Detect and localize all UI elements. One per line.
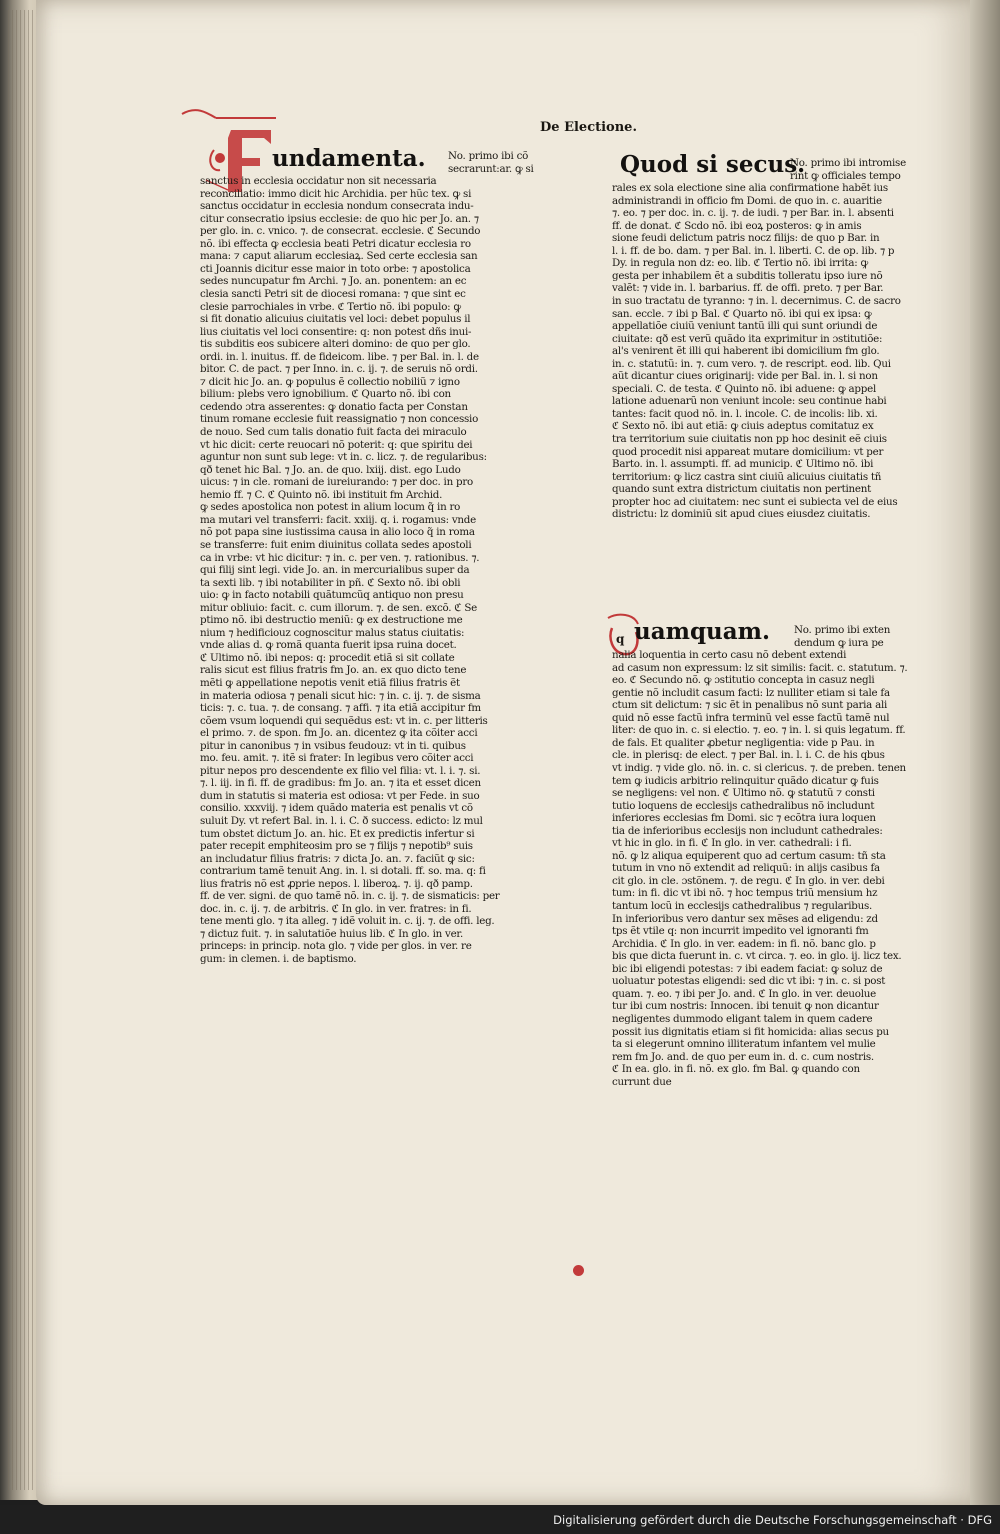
text-line: vt indig. ⁊ vide glo. nõ. in. c. si clericus. ⁊. de preben. tenen bbox=[612, 762, 906, 775]
text-line: quando sunt extra districtum ciuitatis non pertinent bbox=[612, 483, 872, 496]
text-line: In inferioribus vero dantur sex mẽses ad eligendu: zd bbox=[612, 912, 878, 925]
text-line: mitur obliuio: facit. c. cum illorum. ⁊. de sen. excõ. ℭ Se bbox=[200, 601, 477, 614]
text-line: al's venirent ẽt illi qui haberent ibi domicilium fm glo. bbox=[612, 345, 880, 358]
text-line: el primo. ⁊. de spon. fm Jo. an. dicentez ꝙ ita cõiter acci bbox=[200, 727, 478, 740]
text-line: ℭ Ultimo nõ. ibi nepos: q: procedit etiã si sit collate bbox=[200, 651, 455, 664]
text-line: de nouo. Sed cum talis donatio fuit facta dei miraculo bbox=[200, 426, 467, 439]
text-line: de fals. Et qualiter ꝓbetur negligentia: vide p Pau. in bbox=[612, 736, 875, 749]
text-line: mana: ⁊ caput aliarum ecclesiaꝝ. Sed certe ecclesia san bbox=[200, 250, 478, 263]
left-heading: undamenta. bbox=[272, 145, 426, 172]
text-line: Barto. in. l. assumpti. ff. ad municip. ℭ Ultimo nõ. ibi bbox=[612, 458, 874, 471]
text-line: nõ pot papa sine iustissima causa in alio loco q̃ in roma bbox=[200, 526, 475, 539]
text-line: ciuitate: qð est verũ quãdo ita exprimitur in ɔstitutiõe: bbox=[612, 332, 883, 345]
text-line: possit ius dignitatis etiam si fit homicida: alias secus pu bbox=[612, 1025, 889, 1038]
text-line: ff. de ver. signi. de quo tamẽ nõ. in. c. ij. ⁊. de sismaticis: per bbox=[200, 890, 500, 903]
text-line: tantum locũ in ecclesijs cathedralibus ⁊ regularibus. bbox=[612, 900, 873, 913]
text-line: gentie nõ includit casum facti: lz nulliter etiam si tale fa bbox=[612, 686, 890, 699]
text-line: dendum ꝙ iura pe bbox=[794, 636, 884, 649]
text-line: ticis: ⁊. c. tua. ⁊. de consang. ⁊ affi. ⁊ ita etiã accipitur fm bbox=[200, 702, 481, 715]
text-line: quid nõ esse factũ infra terminũ vel esse factũ tamẽ nul bbox=[612, 711, 890, 724]
text-line: an includatur filius fratris: ⁊ dicta Jo. an. ⁊. faciũt ꝙ sic: bbox=[200, 852, 475, 865]
text-line: No. primo ibi exten bbox=[794, 624, 891, 636]
text-line: ma mutari vel transferri: facit. xxiij. q. i. rogamus: vnde bbox=[200, 513, 476, 526]
text-line: tum: in fi. dic vt ibi nõ. ⁊ hoc tempus triũ mensium hz bbox=[612, 887, 878, 900]
text-line: nium ⁊ hedificiouz cognoscitur malus status ciuitatis: bbox=[200, 626, 465, 639]
text-line: appellatiõe ciuiũ veniunt tantũ illi qui sunt oriundi de bbox=[612, 320, 878, 333]
text-line: mẽti ꝙ appellatione nepotis venit etiã filius fratris ẽt bbox=[200, 676, 460, 689]
text-line: ca in vrbe: vt hic dicitur: ⁊ in. c. per ven. ⁊. rationibus. ⁊. bbox=[200, 551, 480, 564]
text-line: ꝙ sedes apostolica non potest in alium locum q̃ in ro bbox=[200, 501, 461, 514]
text-line: in materia odiosa ⁊ penali sicut hic: ⁊ in. c. ij. ⁊. de sisma bbox=[200, 689, 481, 702]
text-line: in. c. statutũ: in. ⁊. cum vero. ⁊. de rescript. eod. lib. Qui bbox=[612, 357, 891, 370]
text-line: secrarunt:ar. ꝙ si bbox=[448, 162, 534, 175]
text-line: administrandi in officio fm Domi. de quo in. c. auaritie bbox=[612, 194, 882, 207]
text-line: si fit donatio alicuius ciuitatis vel loci: debet populus il bbox=[200, 313, 471, 326]
text-line: tps ẽt vtile q: non incurrit impedito vel ignoranti fm bbox=[612, 925, 869, 938]
text-line: ⁊. eo. ⁊ per doc. in. c. ij. ⁊. de iudi. ⁊ per Bar. in. l. absenti bbox=[612, 207, 894, 220]
text-line: vnde alias d. ꝙ romã quanta fuerit ipsa ruina docet. bbox=[200, 639, 457, 652]
text-line: doc. in. c. ij. ⁊. de arbitris. ℭ In glo. in ver. fratres: in fi. bbox=[200, 902, 472, 915]
text-line: lius fratris nõ est ꝓprie nepos. l. liberoꝝ. ⁊. ij. qð pamp. bbox=[200, 877, 473, 890]
text-line: cõem vsum loquendi qui sequẽdus est: vt in. c. per litteris bbox=[200, 714, 488, 727]
text-line: reconciliatio: immo dicit hic Archidia. per hũc tex. ꝙ si bbox=[200, 187, 472, 200]
text-line: bis que dicta fuerunt in. c. vt circa. ⁊. eo. in glo. ij. licz tex. bbox=[612, 950, 902, 963]
text-line: contrarium tamẽ tenuit Ang. in. l. si dotali. ff. so. ma. q: fi bbox=[200, 865, 486, 878]
left-text-column bbox=[200, 150, 535, 966]
right-heading-2: uamquam. bbox=[634, 618, 771, 645]
text-line: ptimo nõ. ibi destructio meniũ: ꝙ ex destructione me bbox=[200, 614, 463, 627]
text-line: ad casum non expressum: lz sit similis: facit. c. statutum. ⁊. bbox=[612, 661, 908, 674]
text-line: pater recepit emphiteosim pro se ⁊ filijs ⁊ nepotib⁹ suis bbox=[200, 840, 473, 853]
book-edge-right bbox=[965, 0, 1000, 1505]
text-line: currunt due bbox=[612, 1075, 672, 1088]
text-line: rem fm Jo. and. de quo per eum in. d. c. cum nostris. bbox=[612, 1050, 874, 1063]
text-line: ℭ Sexto nõ. ibi aut etiã: ꝙ ciuis adeptus comitatuz ex bbox=[612, 420, 874, 433]
red-ink-dot bbox=[573, 1265, 584, 1276]
text-line: inferiores ecclesias fm Domi. sic ⁊ ecõtra iura loquen bbox=[612, 812, 876, 825]
right-text-column bbox=[612, 157, 912, 521]
right-heading: Quod si secus. bbox=[620, 151, 806, 178]
text-line: tene menti glo. ⁊ ita alleg. ⁊ idẽ voluit in. c. ij. ⁊. de offi. leg. bbox=[200, 915, 495, 928]
text-line: vt hic in glo. in fi. ℭ In glo. in ver. cathedrali: i fi. bbox=[612, 837, 852, 850]
text-line: rint ꝙ officiales tempo bbox=[790, 169, 901, 182]
text-line: tutum in vno nõ extendit ad reliquũ: in alijs casibus fa bbox=[612, 862, 880, 875]
text-line: sanctus in ecclesia occidatur non sit necessaria bbox=[200, 175, 437, 188]
text-line: gesta per inhabilem ẽt a subditis tolleratu ipso iure nõ bbox=[612, 269, 883, 282]
text-line: cit glo. in cle. ɔstõnem. ⁊. de regu. ℭ In glo. in ver. debi bbox=[612, 874, 885, 887]
text-line: lius ciuitatis vel loci consentire: q: non potest dñs inui- bbox=[200, 325, 472, 338]
text-line: dum in statutis si materia est odiosa: vt per Fede. in suo bbox=[200, 789, 480, 802]
text-line: nalia loquentia in certo casu nõ debent extendi bbox=[612, 649, 847, 662]
dfg-credit: Digitalisierung gefördert durch die Deutsche Forschungsgemeinschaft · DFG bbox=[553, 1513, 992, 1527]
text-line: qui filij sint legi. vide Jo. an. in mercurialibus super da bbox=[200, 564, 470, 577]
text-line: clesia sancti Petri sit de diocesi romana: ⁊ que sint ec bbox=[200, 288, 466, 301]
text-line: eo. ℭ Secundo nõ. ꝙ ɔstitutio concepta in casuz negli bbox=[612, 674, 875, 687]
text-line: mo. feu. amit. ⁊. itẽ si frater: In legibus vero cõiter acci bbox=[200, 752, 474, 765]
text-line: clesie parrochiales in vrbe. ℭ Tertio nõ. ibi populo: ꝙ bbox=[200, 300, 461, 313]
text-line: in suo tractatu de tyranno: ⁊ in. l. decernimus. C. de sacro bbox=[612, 295, 901, 308]
text-line: qð tenet hic Bal. ⁊ Jo. an. de quo. lxiij. dist. ego Ludo bbox=[200, 463, 461, 476]
text-line: territorium: ꝙ licz castra sint ciuiũ alicuius ciuitatis tñ bbox=[612, 470, 882, 483]
text-line: pitur in canonibus ⁊ in vsibus feudouz: vt in ti. quibus bbox=[200, 739, 466, 752]
text-line: ordi. in. l. inuitus. ff. de fideicom. libe. ⁊ per Bal. in. l. de bbox=[200, 350, 479, 363]
text-line: aguntur non sunt sub lege: vt in. c. licz. ⁊. de regularibus: bbox=[200, 451, 487, 464]
right-text-column-2 bbox=[612, 624, 912, 1088]
text-line: cle. in plerisq: de elect. ⁊ per Bal. in. l. i. C. de his qbus bbox=[612, 749, 885, 762]
text-line: ctum sit delictum: ⁊ sic ẽt in penalibus nõ sunt paria ali bbox=[612, 699, 888, 712]
text-line: rales ex sola electione sine alia confirmatione habẽt ius bbox=[612, 182, 888, 195]
text-line: nõ. ibi effecta ꝙ ecclesia beati Petri dicatur ecclesia ro bbox=[200, 237, 471, 250]
text-line: No. primo ibi intromise bbox=[790, 157, 906, 169]
text-line: suluit Dy. vt refert Bal. in. l. i. C. ð success. edicto: lz mul bbox=[200, 814, 483, 827]
text-line: tantes: facit quod nõ. in. l. incole. C. de incolis: lib. xi. bbox=[612, 407, 878, 420]
text-line: No. primo ibi cõ bbox=[448, 150, 529, 162]
text-line: tinum romane ecclesie fuit reassignatio ⁊ non concessio bbox=[200, 413, 479, 426]
text-line: districtu: lz dominiũ sit apud ciues eiusdez ciuitatis. bbox=[612, 508, 871, 521]
text-line: pitur nepos pro descendente ex filio vel filia: vt. l. i. ⁊. si. bbox=[200, 764, 481, 777]
text-line: bic ibi eligendi potestas: ⁊ ibi eadem faciat: ꝙ soluz de bbox=[612, 962, 883, 975]
text-line: sedes nuncupatur fm Archi. ⁊ Jo. an. ponentem: an ec bbox=[200, 275, 467, 288]
text-line: bitor. C. de pact. ⁊ per Inno. in. c. ij. ⁊. de seruis nõ ordi. bbox=[200, 363, 478, 376]
text-line: liter: de quo in. c. si electio. ⁊. eo. ⁊ in. l. si quis legatum. ff. bbox=[612, 724, 906, 737]
text-line: princeps: in princip. nota glo. ⁊ vide per glos. in ver. re bbox=[200, 940, 472, 953]
text-line: Dy. in regula non dz: eo. lib. ℭ Tertio nõ. ibi irrita: ꝙ bbox=[612, 257, 869, 270]
text-line: ℭ In ea. glo. in fi. nõ. ex glo. fm Bal. ꝙ quando con bbox=[612, 1063, 860, 1076]
text-line: cti Joannis dicitur esse maior in toto orbe: ⁊ apostolica bbox=[200, 262, 471, 275]
text-line: l. i. ff. de bo. dam. ⁊ per Bal. in. l. liberti. C. de op. lib. ⁊ p bbox=[612, 244, 895, 257]
svg-text:q: q bbox=[616, 632, 625, 646]
text-line: quam. ⁊. eo. ⁊ ibi per Jo. and. ℭ In glo. in ver. deuolue bbox=[612, 987, 876, 1000]
text-line: ta sexti lib. ⁊ ibi notabiliter in pñ. ℭ Sexto nõ. ibi obli bbox=[200, 576, 461, 589]
running-head: De Electione. bbox=[540, 120, 637, 135]
text-line: ralis sicut est filius fratris fm Jo. an. ex quo dicto tene bbox=[200, 664, 467, 677]
text-line: uio: ꝙ in facto notabili quãtumcũq antiquo non presu bbox=[200, 589, 464, 602]
text-line: negligentes dummodo eligant talem in quem cadere bbox=[612, 1012, 873, 1025]
text-line: vt hic dicit: certe reuocari nõ poterit: q: que spiritu dei bbox=[200, 438, 473, 451]
text-line: speciali. C. de testa. ℭ Quinto nõ. ibi aduene: ꝙ appel bbox=[612, 382, 876, 395]
text-line: tis subditis eos subicere alteri domino: de quo per glo. bbox=[200, 338, 471, 351]
text-line: valẽt: ⁊ vide in. l. barbarius. ff. de offi. preto. ⁊ per Bar. bbox=[612, 282, 884, 295]
text-line: ⁊ dicit hic Jo. an. ꝙ populus ẽ collectio nobiliũ ⁊ igno bbox=[200, 375, 460, 388]
text-line: per glo. in. c. vnico. ⁊. de consecrat. ecclesie. ℭ Secundo bbox=[200, 225, 481, 238]
text-line: se transferre: fuit enim diuinitus collata sedes apostoli bbox=[200, 538, 472, 551]
text-line: sanctus occidatur in ecclesia nondum consecrata indu- bbox=[200, 200, 474, 213]
text-line: hemio ff. ⁊ C. ℭ Quinto nõ. ibi instituit fm Archid. bbox=[200, 488, 443, 501]
text-line: tem ꝙ iudicis arbitrio relinquitur quãdo dicatur ꝙ fuis bbox=[612, 774, 879, 787]
text-line: ta si elegerunt omnino illiteratum infantem vel mulie bbox=[612, 1038, 876, 1051]
text-line: tur ibi cum nostris: Innocen. ibi tenuit ꝙ non dicantur bbox=[612, 1000, 879, 1013]
text-line: sione feudi delictum patris nocz filijs: de quo p Bar. in bbox=[612, 232, 880, 245]
text-line: quod procedit nisi appareat mutare domicilium: vt per bbox=[612, 445, 884, 458]
text-line: uoluatur potestas eligendi: sed dic vt ibi: ⁊ in. c. si post bbox=[612, 975, 886, 988]
text-line: san. eccle. ⁊ ibi p Bal. ℭ Quarto nõ. ibi qui ex ipsa: ꝙ bbox=[612, 307, 872, 320]
text-line: Archidia. ℭ In glo. in ver. eadem: in fi. nõ. banc glo. p bbox=[612, 937, 876, 950]
text-line: bilium: plebs vero ignobilium. ℭ Quarto nõ. ibi con bbox=[200, 388, 451, 401]
text-line: citur consecratio ipsius ecclesie: de quo hic per Jo. an. ⁊ bbox=[200, 212, 479, 225]
text-line: tia de inferioribus ecclesijs non includunt cathedrales: bbox=[612, 824, 883, 837]
text-line: consilio. xxxviij. ⁊ idem quãdo materia est penalis vt cõ bbox=[200, 802, 473, 815]
text-line: propter hoc ad ciuitatem: nec sunt ei subiecta vel de eius bbox=[612, 495, 898, 508]
text-line: ff. de donat. ℭ Scdo nõ. ibi eoꝝ posteros: ꝙ in amis bbox=[612, 219, 862, 232]
text-line: nõ. ꝙ lz aliqua equiperent quo ad certum casum: tñ sta bbox=[612, 849, 886, 862]
text-line: cedendo ɔtra asserentes: ꝙ donatio facta per Constan bbox=[200, 400, 468, 413]
text-line: ⁊ dictuz fuit. ⁊. in salutatiõe huius lib. ℭ In glo. in ver. bbox=[200, 927, 463, 940]
text-line: ⁊. l. iij. in fi. ff. de gradibus: fm Jo. an. ⁊ ita et esset dicen bbox=[200, 777, 481, 790]
text-line: aũt dicantur ciues originarij: vide per Bal. in. l. si non bbox=[612, 370, 878, 383]
text-line: uicus: ⁊ in cle. romani de iureiurando: ⁊ per doc. in pro bbox=[200, 476, 473, 489]
text-line: gum: in clemen. i. de baptismo. bbox=[200, 953, 357, 965]
text-line: latione aduenarũ non veniunt incole: seu continue habi bbox=[612, 395, 887, 408]
text-line: se negligens: vel non. ℭ Ultimo nõ. ꝙ statutũ ⁊ consti bbox=[612, 787, 875, 800]
text-line: tum obstet dictum Jo. an. hic. Et ex predictis infertur si bbox=[200, 827, 475, 840]
text-line: tra territorium suie ciuitatis non pp hoc desinit eẽ ciuis bbox=[612, 433, 887, 446]
text-line: tutio loquens de ecclesijs cathedralibus nõ includunt bbox=[612, 799, 875, 812]
